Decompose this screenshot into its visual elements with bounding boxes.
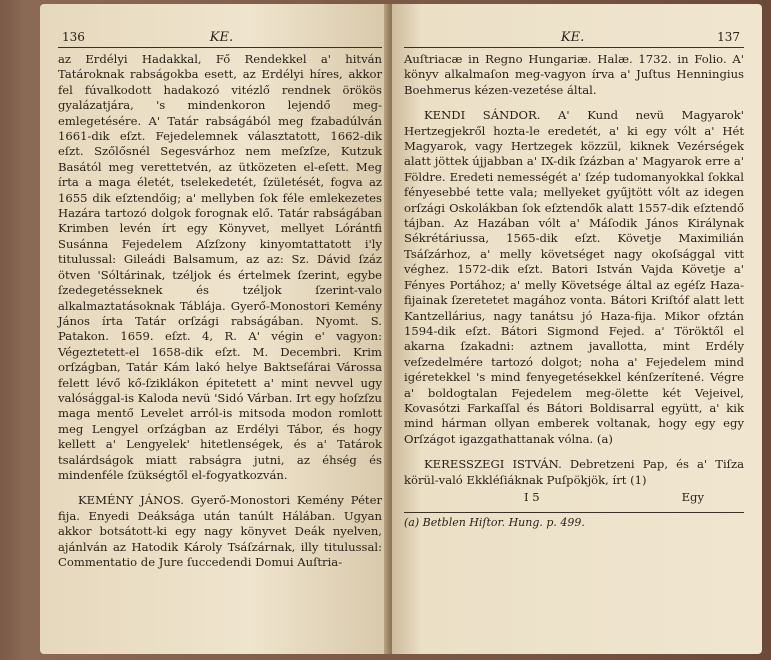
catchword: Egy	[681, 489, 704, 504]
right-paragraph: KERESSZEGI ISTVÁN. Debretzeni Pap, és a' Tiſza körül-való Ekkléſiáknak Puſpökjök, írt (1)	[404, 457, 744, 487]
left-page-number: 136	[62, 30, 85, 44]
left-page-header	[58, 30, 382, 48]
left-running-head: KE.	[209, 30, 234, 45]
left-paragraph: KEMÉNY JÁNOS. Gyerő-Monostori Kemény Péter fija. Enyedi Deákságа után tanúlt Hálában. Ugyan akkor botsátott-ki egy nagy könyvet Deák nyelven, ajánlván az Hatodik Károly Tsáſzárnak, illy titulussal: Commentatio de Jure ſuccedendi Domui Auſtria-	[58, 493, 382, 569]
right-page-header	[404, 30, 744, 48]
right-page-body	[404, 52, 744, 488]
right-running-head: KE.	[560, 30, 585, 45]
signature-mark: I 5	[524, 489, 540, 504]
right-page-number: 137	[717, 30, 740, 44]
right-paragraph: KENDI SÁNDOR. A' Kund nevü Magyarok' Hertzegjekről hozta-le eredetét, a' ki egy vólt a' Hét Magyarok, vagy Hertzegek közzül, kiknek Vezérségek alatt jöttek újjabban a' IX-dik ſzázban a' Magyarok erre a' Földre. Eredeti nemességét a' ſzép tudomanyokkal ſokkal fényesebbé tette vala; mellyeket gyűjtött vólt az idegen orſzági Oskolákban ſok eſztendők alatt 1557-dik eſztendő tájban. Az Hazában vólt a' Máſodik János Királynak Sékrétáriussa, 1565-dik eſzt. Követje Maximilián Tsáſzárhoz, a' melly követséget nagy okoſsággal vitt véghez. 1572-dik eſzt. Batori István Vajda Követje a' Fényes Portához; a' melly Követsége által az egéſz Haza-fijainak ſzeretetet magához vonta. Bátori Kriſtóf alatt lett Kantzellárius, nagy tanátsu jó Haza-fija. Mikor ofztán 1594-dik eſzt. Bátori Sigmond Fejed. a' Töröktől el akarna ſzakadni: aztnem javallotta, mint Erdély veſzedelmére tartozó dolgot; noha a' Fejedelem mind igéretekkel 's mind fenyegetésekkel kénſzerítené. Végre a' boldogtalan Fejedelem meg-ölette két Vejeivel, Kovasótzi Farkaſſal és Bátori Boldisarral együtt, a' kik mind hárman ollyan emberek voltanak, hogy egy egy Orſzágot igazgathattanak vólna. (a)	[404, 108, 744, 446]
right-page	[392, 4, 762, 654]
footnote: (a) Betblen Hiſtor. Hung. p. 499.	[404, 512, 744, 529]
page-signature-line	[404, 490, 744, 504]
left-paragraph: az Erdélyi Hadakkal, Fő Rendekkel a' hitván Tatároknak rabságokba esett, az Erdélyi híres, akkor fel fúvalkodott hadakozó vitézlő rendnek örökös gyalázatjára, 's mindenkoron lejendő meg-emlegetésére. A' Tatár rabságából meg fzabadúlván 1661-dik eſzt. Fejedelemnek választatott, 1662-dik eſzt. Szőlősnél Segesvárhoz nem meſzſze, Kutzuk Basától meg verettetvén, az ütközeten el-eſett. Meg írta a maga életét, tselekedetét, ſzületését, fogva az 1655 dik eſztendőig; a' mellyben ſok féle emlekezetes Hazára tartozó dolgok forognak elő. Tatár rabságában Krimben levén írt egy Könyvet, mellyet Lórántfi Susánna Fejedelem Aſzſzony kinyomtattatott i'ly titulussal: Gileádi Balsamum, az az: Sz. Dávid ſzáz ötven 'Sóltárinak, tzéljok és értelmek ſzerint, egybe ſzedegetésseknek és tzéljok ſzerint-valo alkalmaztatásoknak Táblája. Gyerő-Monostori Kemény János írta Tatár orſzági rabságában. Nyomt. S. Patakon. 1659. eſzt. 4, R. A' végin e' vagyon: Végeztetett-el 1658-dik eſzt. M. Decembri. Krim orſzágban, Tatár Kám lakó helye Baktseſárai Várossa felett lévő kő-ſziklákon épitetett a' mint nevvel ugy valósággal-is Kaloda nevü 'Sidó Várban. Irt egy hoſzſzu maga mentő Levelet arról-is mitsoda modon romlott meg Lengyel orſzágban az Erdélyi Tábor, és hogy kellett a' Lengyelek' hitetlenségek, és a' Tatárok tsalárdságok miatt rabságra jutni, az éhség és mindenféle ſzükségtől el-fogyatkozván.	[58, 52, 382, 482]
left-page	[40, 4, 390, 654]
left-page-body	[58, 52, 382, 570]
right-paragraph: Auſtriacæ in Regno Hungariæ. Halæ. 1732. in Folio. A' könyv alkalmaſon meg-vagyon írva a' Juſtus Henningius Boehmerus kézen-vezetése által.	[404, 52, 744, 97]
